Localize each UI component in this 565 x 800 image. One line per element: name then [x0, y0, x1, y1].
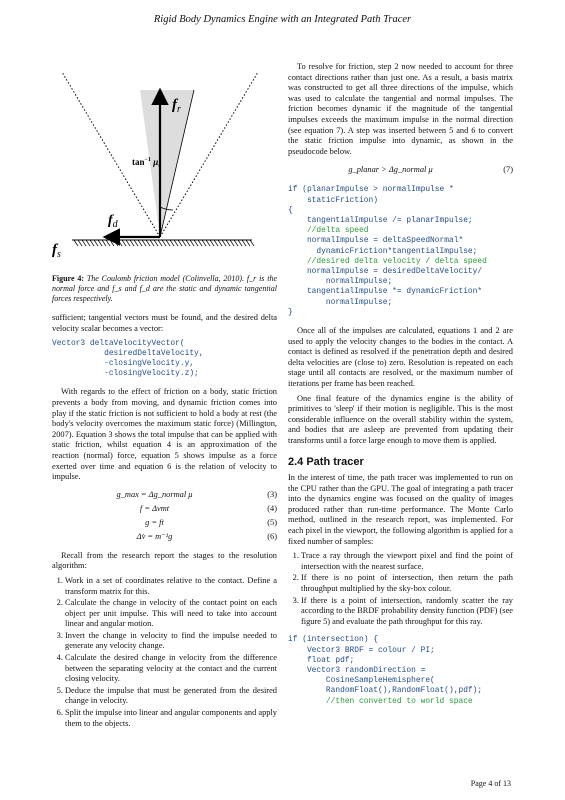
right-paragraph-2: Once all of the impulses are calculated, equations 1 and 2 are used to apply the velocity changes to the bodies in the contact. A contact is defined as resolved if the penetration depth and desired delta velocities are (close to) zero. Resolution is repeated on each stage until all contacts are resolved, or the maximum number of iterations per frame has been reached.: [288, 325, 513, 388]
hatch-mark: [194, 240, 198, 246]
hatch-mark: [250, 240, 254, 246]
code-path-tracer: if (intersection) { Vector3 BRDF = colour / PI; float pdf; Vector3 randomDirection = CosineSampleHemisphere( RandomFloat(),RandomFloat(),pdf); //then converted to world space: [288, 635, 483, 706]
page-footer: Page 4 of 13: [470, 779, 511, 788]
fd-label: $f_d$: [108, 213, 118, 230]
hatch-mark: [186, 240, 190, 246]
list-item: 2. Calculate the change in velocity of the contact point on each object per unit impulse. This will need to take into account linear and angular motion.: [65, 598, 277, 630]
hatch-mark: [198, 240, 202, 246]
hatch-mark: [154, 240, 158, 246]
hatch-mark: [202, 240, 206, 246]
right-column: [288, 62, 513, 707]
list-item: 1. Trace a ray through the viewport pixel and find the point of intersection with the nearest surface.: [301, 551, 513, 572]
code-friction-pseudocode: if (planarImpulse > normalImpulse * staticFriction) { tangentialImpulse /= planarImpulse; //delta speed normalImpulse = deltaSpeedNormal* dynamicFriction*tangentialImpulse; //desired delta velocity / delta speed normalImpulse = desiredDeltaVelocity/ normalImpulse; tangentialImpulse *= dynamicFriction* normalImpulse; }: [288, 185, 487, 317]
hatch-mark: [178, 240, 182, 246]
resolution-steps-list: [52, 576, 277, 729]
hatch-mark: [246, 240, 250, 246]
right-paragraph-1: To resolve for friction, step 2 now needed to account for three contact directions rather than just one. As a result, a basis matrix was constructed to get all three directions of the impulse, which was used to calculate the tangential and normal impulses. The friction becomes dynamic if the magnitude of the tangential impulses exceeds the maximum impulse in the normal direction (see equation 7). A step was inserted between 5 and 6 to convert the static friction impulse into dynamic, as shown in the pseudocode below.: [288, 62, 513, 156]
hatch-mark: [242, 240, 246, 246]
hatch-mark: [106, 240, 110, 246]
hatch-mark: [206, 240, 210, 246]
hatch-mark: [222, 240, 226, 246]
fr-label: $f_r$: [172, 97, 181, 115]
hatch-mark: [94, 240, 98, 246]
hatch-mark: [182, 240, 186, 246]
code-delta-velocity: Vector3 deltaVelocityVector( desiredDeltaVelocity, -closingVelocity.y, -closingVelocity.z);: [52, 338, 204, 379]
hatch-mark: [174, 240, 178, 246]
hatch-mark: [238, 240, 242, 246]
equation-5: g = ft (5): [145, 518, 277, 528]
hatch-mark: [190, 240, 194, 246]
friction-cone-shade: [140, 90, 194, 237]
hatch-mark: [82, 240, 86, 246]
hatch-mark: [218, 240, 222, 246]
left-paragraph-1: sufficient; tangential vectors must be found, and the desired delta velocity scalar becomes a vector:: [52, 313, 277, 333]
hatch-mark: [90, 240, 94, 246]
coulomb-friction-figure: [52, 62, 277, 272]
hatch-mark: [122, 240, 126, 246]
left-column: [52, 62, 277, 730]
ground-hatch: [74, 240, 254, 246]
equation-7: g_planar > Δg_normal μ (7): [348, 165, 513, 175]
right-paragraph-3: One final feature of the dynamics engine is the ability of primitives to 'sleep' if their motion is negligible. This is the most considerable influence on the overall stability within the system, and bodies that are asleep are prevented from updating their transforms until a force large enough to move them is applied.: [288, 393, 513, 445]
list-item: 6. Split the impulse into linear and angular components and apply them to the objects.: [65, 708, 277, 729]
path-tracer-steps-list: [288, 551, 513, 627]
list-item: 4. Calculate the desired change in velocity from the difference between the separating velocity at the contact and the current closing velocity.: [65, 653, 277, 685]
hatch-mark: [134, 240, 138, 246]
list-item: 3. If there is a point of intersection, randomly scatter the ray according to the BRDF probability density function (PDF) (see figure 5) and evaluate the path throughput for this ray.: [301, 596, 513, 628]
hatch-mark: [110, 240, 114, 246]
hatch-mark: [230, 240, 234, 246]
equation-4: f = Δvmt (4): [139, 504, 277, 514]
hatch-mark: [170, 240, 174, 246]
hatch-mark: [98, 240, 102, 246]
hatch-mark: [150, 240, 154, 246]
list-item: 3. Invert the change in velocity to find the impulse needed to generate any velocity change.: [65, 631, 277, 652]
hatch-mark: [74, 240, 78, 246]
left-paragraph-2: With regards to the effect of friction on a body, static friction prevents a body from moving, and dynamic friction comes into play if the static friction is not sufficient to hold a body at rest (the body's velocity overcomes the maximum static force) (Millington, 2007). Equation 3 shows the total impulse that can be applied with static friction, whilst equation 4 is an approximation of the reaction (normal) force, equation 5 shows impulse as a force exerted over time and equation 6 is the relation of velocity to impulse.: [52, 387, 277, 482]
hatch-mark: [146, 240, 150, 246]
equation-3: g_max = Δg_normal μ (3): [116, 490, 277, 500]
hatch-mark: [118, 240, 122, 246]
section-heading-path-tracer: 2.4 Path tracer: [288, 455, 364, 468]
equations-3-6: [52, 489, 277, 545]
friction-cone-diagram: [52, 62, 277, 272]
figure-4-caption: Figure 4: The Coulomb friction model (Colinvella, 2010). f_r is the normal force and f_s and f_d are the static and dynamic tangential forces respectively.: [52, 274, 277, 303]
hatch-mark: [234, 240, 238, 246]
fs-label: $f_s$: [52, 242, 61, 260]
hatch-mark: [214, 240, 218, 246]
hatch-mark: [114, 240, 118, 246]
hatch-mark: [126, 240, 130, 246]
list-item: 2. If there is no point of intersection, then return the path throughput multiplied by the sky-box colour.: [301, 573, 513, 594]
hatch-mark: [102, 240, 106, 246]
list-item: 5. Deduce the impulse that must be generated from the desired change in velocity.: [65, 686, 277, 707]
hatch-mark: [226, 240, 230, 246]
hatch-mark: [166, 240, 170, 246]
hatch-mark: [130, 240, 134, 246]
running-header: Rigid Body Dynamics Engine with an Integrated Path Tracer: [153, 14, 412, 25]
right-paragraph-4: In the interest of time, the path tracer was implemented to run on the CPU rather than the GPU. The goal of integrating a path tracer into the dynamics engine was focused on the quality of images produced rather than run-time performance. The Monte Carlo method, outlined in the research report, was implemented. For each pixel in the viewport, the following algorithm is applied for a fixed number of samples:: [288, 473, 513, 546]
hatch-mark: [142, 240, 146, 246]
hatch-mark: [86, 240, 90, 246]
hatch-mark: [138, 240, 142, 246]
hatch-mark: [210, 240, 214, 246]
angle-label: $\tan^{-1} \mu_s$: [132, 157, 161, 169]
hatch-mark: [162, 240, 166, 246]
list-item: 1. Work in a set of coordinates relative to the contact. Define a transform matrix for this.: [65, 576, 277, 597]
hatch-mark: [78, 240, 82, 246]
left-paragraph-3: Recall from the research report the stages to the resolution algorithm:: [52, 550, 277, 571]
hatch-mark: [158, 240, 162, 246]
equation-6: Δv̇ = m⁻¹g (6): [136, 532, 277, 542]
